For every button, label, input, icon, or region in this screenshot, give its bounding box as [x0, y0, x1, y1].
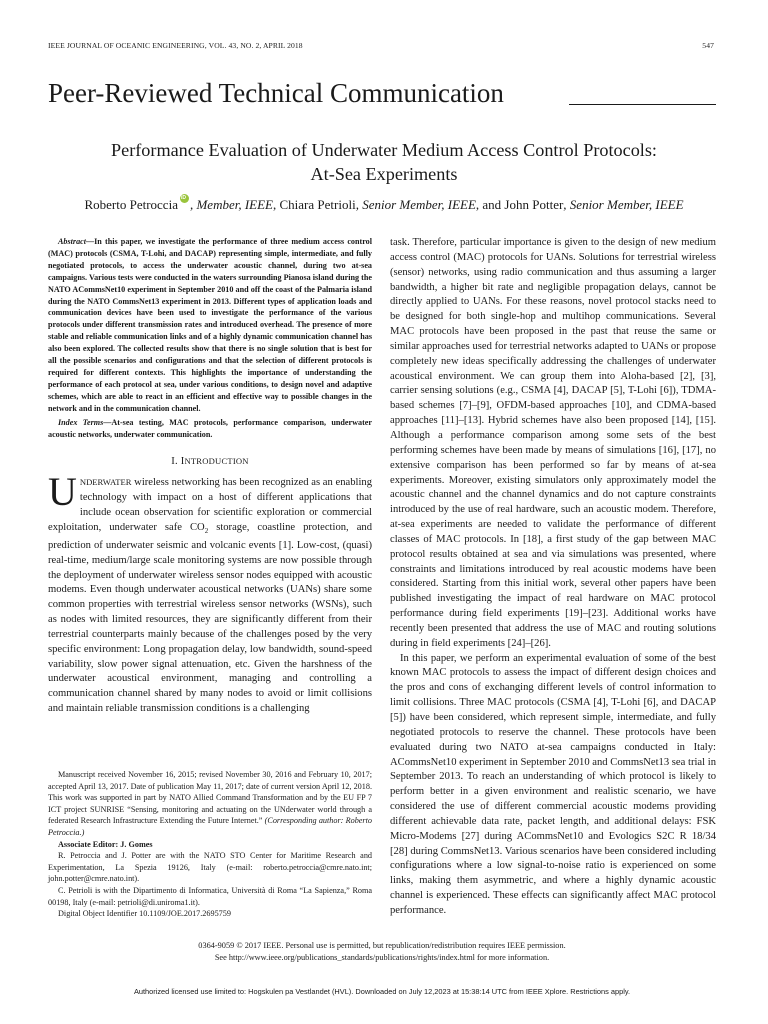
intro-paragraph-continued: task. Therefore, particular importance is given to the design of new medium access control (MAC) protocols for UANs. Solutions for terrestrial wireless (sensor) networks, using radio communication and thus assuming a larger bandwidth, a higher bit rate and negligible propagation delays, cannot be directly applied to UANs. For these reasons, novel protocol stacks need to be designed for both single-hop and multihop communications. Several MAC protocols have been proposed in the past that reuse the same or similar approaches used for terrestrial networks adapted to UANs or propose completely new ideas specifically addressing the challenges of underwater acoustical environment. We can group them into Aloha-based [2], [3], carrier sensing solutions (e.g., CSMA [4], DACAP [5], T-Lohi [6]), TDMA-based schemes [7]–[9], OFDM-based approaches [10], and CDMA-based approaches [11]–[13]. Hybrid schemes have also been proposed [14], [15]. Although a performance comparison among some sets of the best performing schemes have been made by means of simulations [16], [17], no extensive comparison has been performed so far by means of at-sea experiments. Moreover, existing simulators only approximately model the acoustic channel and the channel dynamics and do not capture constraints introduced by the use of real hardware, such an acoustic modem. Therefore, at-sea experiments are needed to validate the performance of different classes of MAC protocols. In [18], a first study of the gap between MAC protocol results obtained at sea and via simulations was presented, where constraints and limitations introduced by real acoustic modems have been considered. Starting from this initial work, several other papers have been published investigating the impact of real hardware on MAC protocol performance during field experiments [19]–[23]. Additional works have recently been presented that address the use of MAC and routing solutions during in field experiments [24]–[26]. — [390, 237, 716, 649]
author-line — [30, 194, 738, 214]
affiliation-1: R. Petroccia and J. Potter are with the NATO STO Center for Maritime Research and Experimentation, La Spezia 19126, Italy (e-mail: roberto.petroccia@cmre.nato.int; john.potter@cmre.nato.int). — [48, 851, 372, 884]
corresponding-author: (Corresponding author: Roberto Petroccia.) — [48, 816, 372, 837]
running-head — [48, 41, 714, 53]
manuscript-history-text: Manuscript received November 16, 2015; revised November 30, 2016 and February 10, 2017; accepted April 13, 2017. Date of publication May 11, 2017; date of current version April 12, 2018. This work was supported in part by NATO Allied Command Transformation and by the EU FP 7 ICT project SUNRISE “Sensing, monitoring and actuating on the UNderwater world through a federated Research Infrastructure Extending the Future Internet.” — [48, 770, 372, 826]
section-numeral: I. — [171, 456, 178, 468]
copyright-line-2: See http://www.ieee.org/publications_standards/publications/rights/index.html for more information. — [214, 953, 550, 962]
intro-paragraph-2: In this paper, we perform an experimental evaluation of some of the best known MAC protocols to assess the impact of different design choices and the pros and cons of exchanging different levels of control information to limit collisions. Three MAC protocols (CSMA [4], T-Lohi [6], and DACAP [5]) have been considered, which represent simple, intermediate, and fully negotiated protocols to reserve the channel. These protocols have been evaluated during two NATO at-sea campaigns conducted in Italy: ACommsNet10 experiment in September 2010 and CommsNet13 sea trial in September 2013. To reach an understanding of which protocol is likely to perform better in a given environment and realistic scenario, we have considered the use of different commercial acoustic modems providing different achievable data rate, packet length, and additional delays: FSK Micro-Modems [27] during ACommsNet10 and Evologics S2C R 18/34 [28] during CommsNet13. Various scenarios have been considered including configurations where a low signal-to-noise ratio is experienced on some links, making them asymmetric, and where a highly dynamic acoustic channel is experienced. These effects can significantly affect MAC protocol performance. — [390, 652, 716, 916]
subscript-2: 2 — [204, 527, 209, 536]
left-column — [48, 236, 372, 717]
abstract-text: —In this paper, we investigate the performance of three medium access control (MAC) protocols (CSMA, T-Lohi, and DACAP) representing simple, intermediate, and fully negotiated protocols, to access the underwater acoustic channel, during two at-sea campaigns. Various tests were conducted in the waters surrounding Pianosa island during the NATO ACommsNet10 experiment in September 2010 and off the coast of the Palmaria island during the NATO CommsNet13 experiment in 2013. Different types of application loads and communication devices have been used to investigate the performance of the various protocols under different transmission rates and introduced overhead. The presence of more stable and reliable communication links and of a highly dynamic communication channel has also been explored. The collected results show that there is no single solution that is best for all the possible scenarios and configurations and that the selection of different protocols is required for different contexts. This highlights the importance of understanding the performance of each protocol at sea, under various conditions, to design novel and adaptive schemes, which are able to react in an efficient and effective way to possible changes in the network and in the communication channel. — [48, 237, 372, 413]
copyright-notice — [48, 940, 716, 964]
author-2-role: , Senior Member, IEEE — [355, 197, 476, 212]
drop-cap: U — [48, 469, 77, 515]
author-2-name: , Chiara Petrioli — [273, 197, 356, 212]
affiliation-2: C. Petrioli is with the Dipartimento di Informatica, Università di Roma “La Sapienza,” Roma 00198, Italy (e-mail: petrioli@di.uniroma1.it). — [48, 885, 372, 907]
intro-text-a: wireless networking has been recognized as an enabling technology with impact on a host of different applications that include ocean observation for scientific exploration or commercial exploitation, underwater safe CO — [48, 477, 372, 533]
intro-text-b: storage, coastline protection, and prediction of underwater seismic and volcanic events [1]. Low-cost, (quasi) real-time, medium/large scale monitoring systems are now possible through the deployment of underwater wireless sensor nodes equipped with acoustic modems. Even though underwater acoustical networks (UANs) share some common properties with terrestrial wireless sensor networks (WSNs), such as nodes with limited resources, they are significantly different from their terrestrial counterparts mainly because of the challenges posed by the very specific environment: Long propagation delay, low bandwidth, sound-speed variability, slow power signal attenuation, etc. Given the harshness of the underwater acoustical environment, managing and controlling a communication channel shared by many nodes to avoid or limit collisions and maintain reliable transmission conditions is a challenging — [48, 521, 372, 715]
manuscript-history — [48, 769, 372, 839]
doi-line: Digital Object Identifier 10.1109/JOE.2017.2695759 — [58, 909, 231, 919]
index-terms — [48, 417, 372, 441]
banner-rule — [569, 104, 716, 105]
index-terms-text: —At-sea testing, MAC protocols, performance comparison, underwater acoustic networks, underwater communication. — [48, 417, 372, 439]
section-title-initial: I — [180, 456, 185, 468]
lead-caps: NDERWATER — [79, 477, 132, 488]
author-3-role: , Senior Member, IEEE — [563, 197, 684, 212]
right-column — [390, 236, 716, 919]
abstract-label: Abstract — [58, 237, 86, 246]
index-terms-label: Index Terms — [58, 417, 104, 427]
section-banner-text: Peer-Reviewed Technical Communication — [48, 78, 504, 108]
author-3-name: , and John Potter — [475, 197, 564, 212]
page-number: 547 — [702, 41, 714, 50]
license-watermark: Authorized licensed use limited to: Hogskulen pa Vestlandet (HVL). Downloaded on July 12,2023 at 15:38:14 UTC from IEEE Xplore. Restrictions apply. — [133, 987, 631, 996]
journal-citation: IEEE JOURNAL OF OCEANIC ENGINEERING, VOL. 43, NO. 2, APRIL 2018 — [48, 41, 303, 50]
title-line-1: Performance Evaluation of Underwater Medium Access Control Protocols: — [111, 140, 657, 160]
section-banner — [48, 76, 716, 112]
orcid-icon[interactable] — [180, 194, 189, 203]
author-1-role: , Member, IEEE — [189, 197, 273, 212]
intro-paragraph-1 — [48, 469, 372, 717]
first-page-footnotes — [48, 769, 372, 920]
abstract — [48, 236, 372, 415]
copyright-line-1: 0364-9059 © 2017 IEEE. Personal use is permitted, but republication/redistribution requires IEEE permission. — [198, 941, 566, 950]
section-heading-introduction — [48, 454, 372, 469]
section-title-rest: NTRODUCTION — [184, 456, 249, 467]
author-1-name: Roberto Petroccia — [84, 197, 178, 212]
associate-editor: Associate Editor: J. Gomes — [58, 839, 153, 849]
intro-body-right — [390, 236, 716, 919]
intro-body-left — [48, 469, 372, 717]
title-line-2: At-Sea Experiments — [310, 164, 458, 184]
paper-title — [40, 138, 728, 186]
